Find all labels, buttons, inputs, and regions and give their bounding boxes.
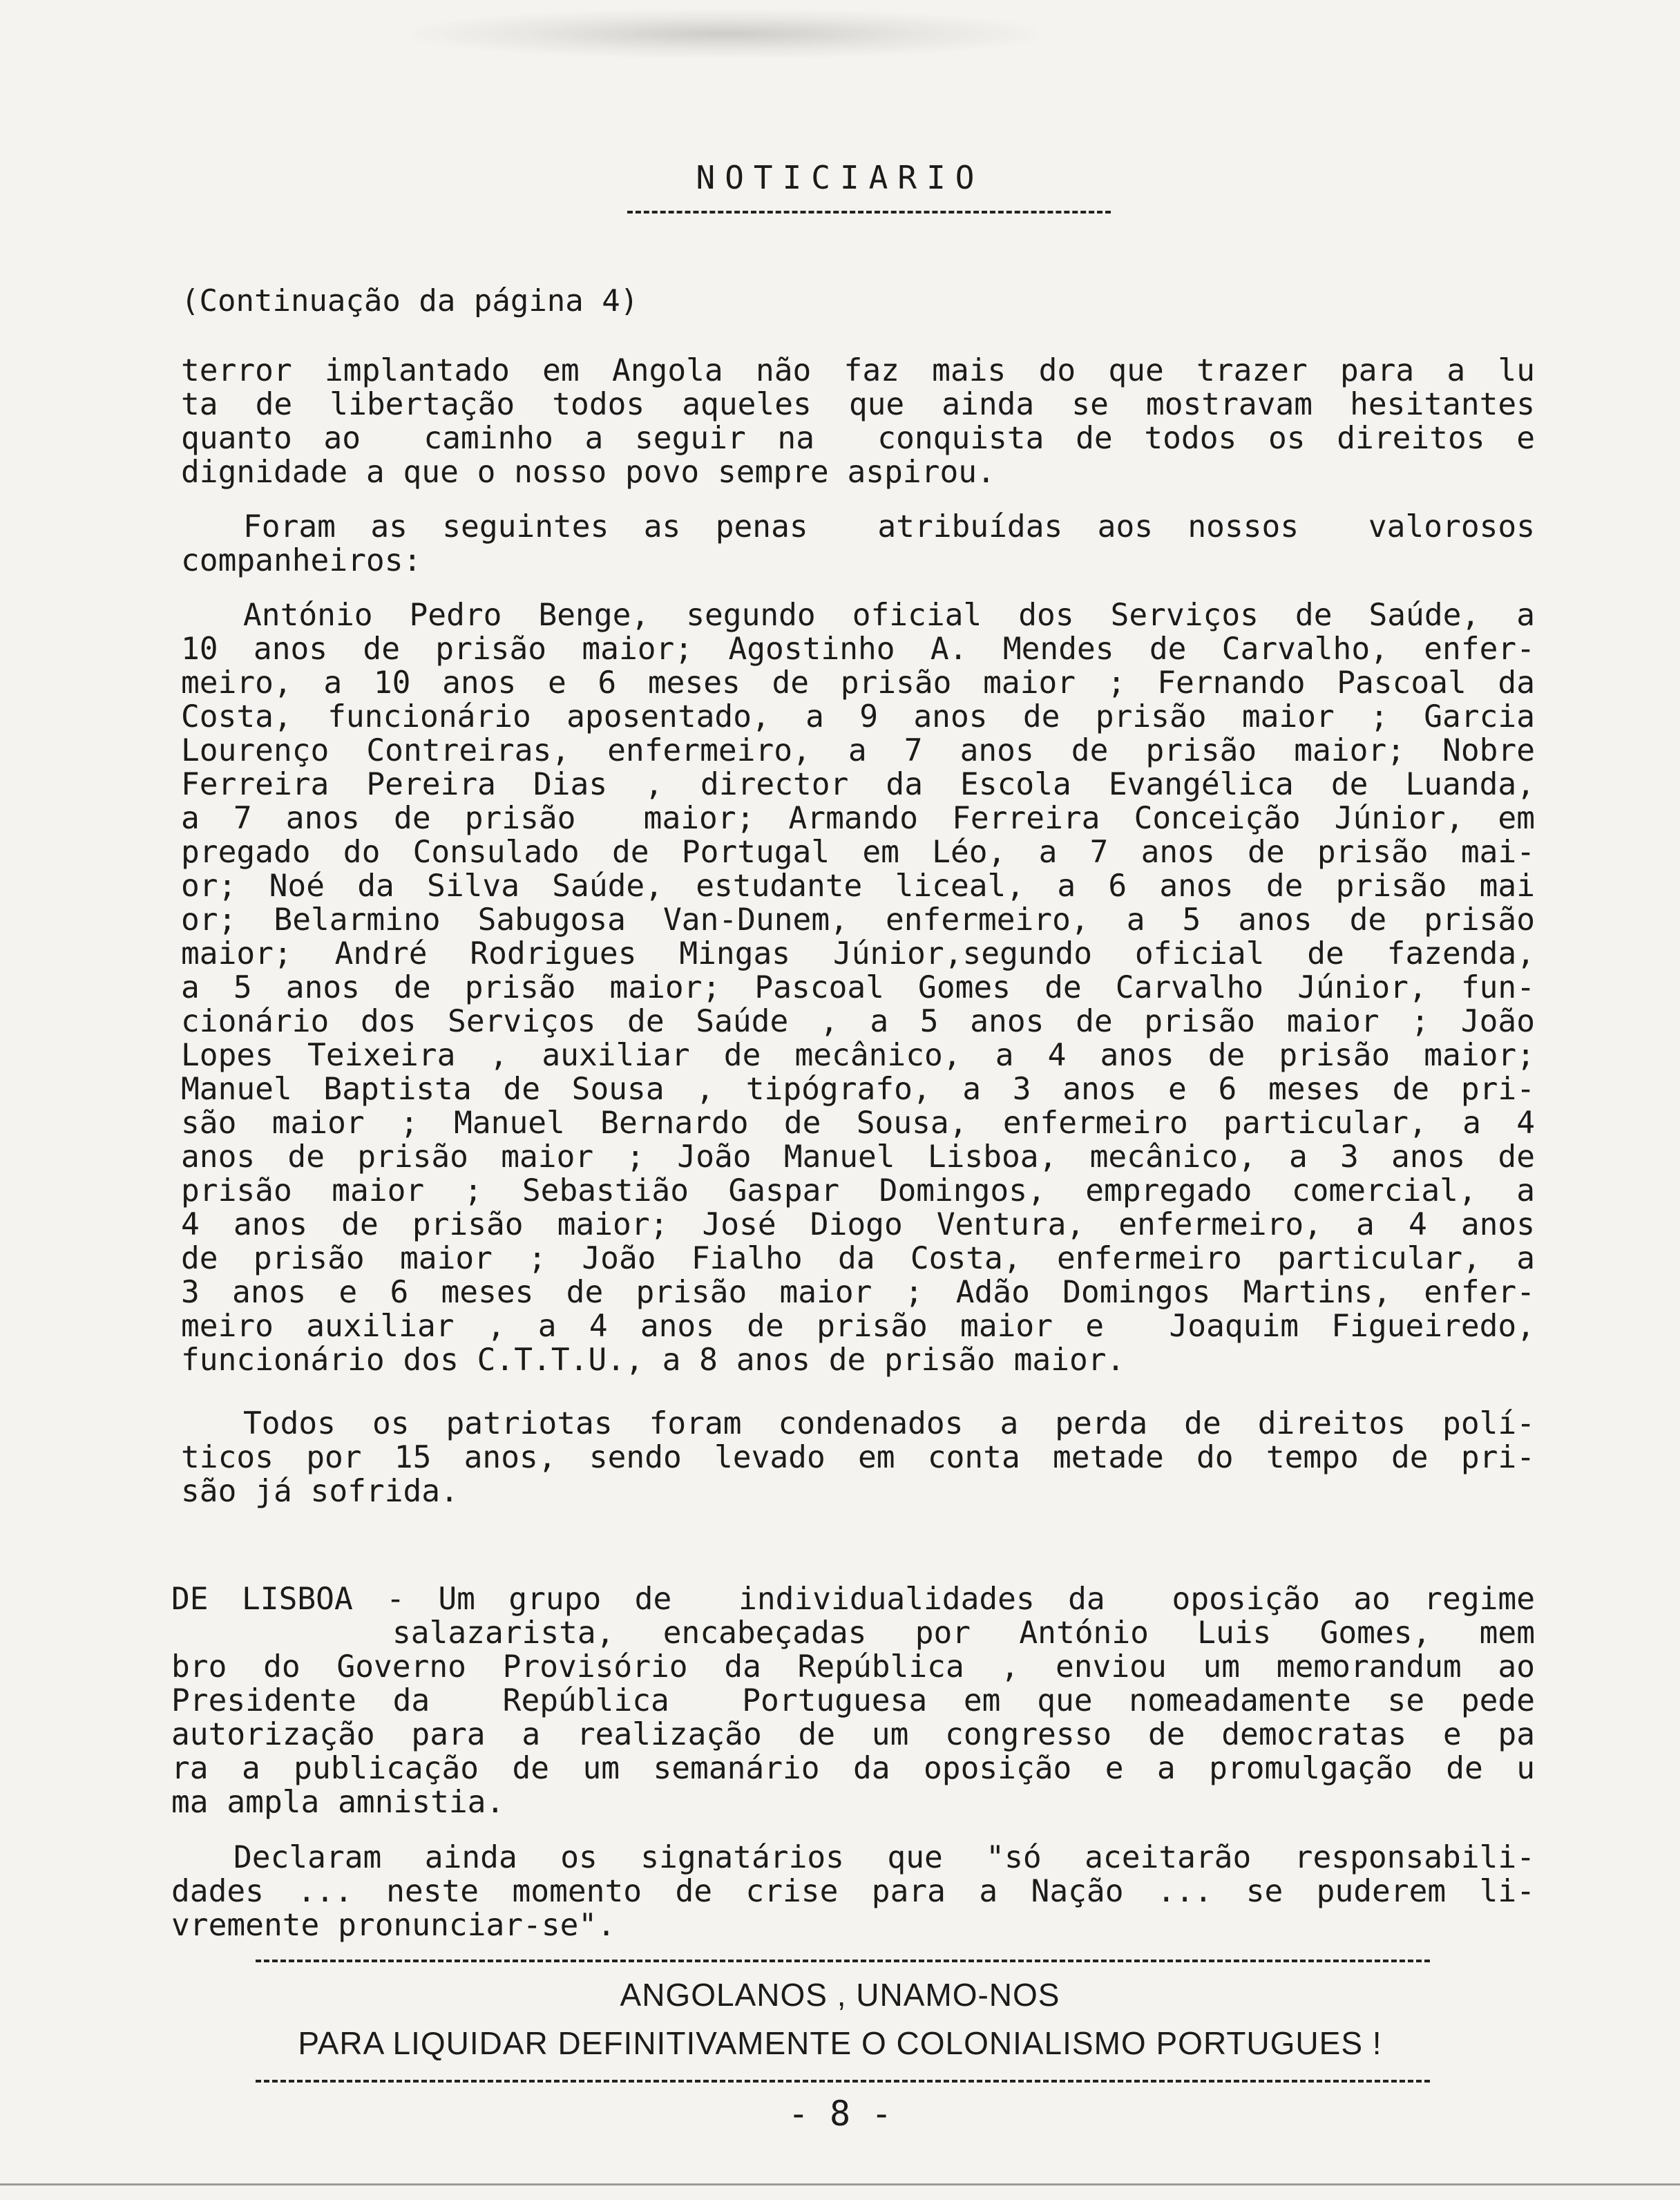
article1-sentences-list: António Pedro Benge, segundo oficial dos Serviços de Saúde, a 10 anos de prisão maior; Agostinho A. Mendes de Carvalho, enfer- meiro, a 10 anos e 6 meses de prisão maior ; Fernando Pascoal da Costa, funcionário aposentado, a 9 anos de prisão maior ; Garcia Lourenço Contreiras, enfermeiro, a 7 anos de prisão maior; Nobre Ferreira Pereira Dias , director da Escola Evangélica de Luanda, a 7 anos de prisão maior; Armando Ferreira Conceição Júnior, em pregado do Consulado de Portugal em Léo, a 7 anos de prisão mai- or; Noé da Silva Saúde, estudante liceal, a 6 anos de prisão mai or; Belarmino Sabugosa Van-Dunem, enfermeiro, a 5 anos de prisão maior; André Rodrigues Mingas Júnior,segundo oficial de fazenda, a 5 anos de prisão maior; Pascoal Gomes de Carvalho Júnior, fun- cionário dos Serviços de Saúde , a 5 anos de prisão maior ; João Lopes Teixeira , auxiliar de mecânico, a 4 anos de prisão maior; Manuel Baptista de Sousa , tipógrafo, a 3 anos e 6 meses de pri- são maior ; Manuel Bernardo de Sousa, enfermeiro particular, a 4 anos de prisão maior ; João Manuel Lisboa, mecânico, a 3 anos de prisão maior ; Sebastião Gaspar Domingos, empregado comercial, a 4 anos de prisão maior; José Diogo Ventura, enfermeiro, a 4 anos de prisão maior ; João Fialho da Costa, enfermeiro particular, a 3 anos e 6 meses de prisão maior ; Adão Domingos Martins, enfer- meiro auxiliar , a 4 anos de prisão maior e Joaquim Figueiredo, funcionário dos C.T.T.U., a 8 anos de prisão maior. <box>181 598 1535 1378</box>
scan-smudge <box>414 10 1036 58</box>
scan-bottom-edge <box>0 2183 1680 2185</box>
footer-slogan-line1: ANGOLANOS , UNAMO-NOS <box>620 1977 1060 2013</box>
article1-paragraph4: Todos os patriotas foram condenados a perda de direitos polí- ticos por 15 anos, sendo levado em conta metade do tempo de pri- são já sofrida. <box>181 1406 1535 1509</box>
title-underline <box>627 211 1111 214</box>
footer-rule-bottom <box>256 2080 1430 2083</box>
article2-paragraph2: Declaram ainda os signatários que "só aceitarão responsabili- dades ... neste momento de crise para a Nação ... se puderem li- vremente pronunciar-se". <box>171 1840 1535 1943</box>
article1-paragraph2: Foram as seguintes as penas atribuídas aos nossos valorosos companheiros: <box>181 509 1535 578</box>
footer-rule-top <box>256 1960 1430 1962</box>
page-number: - 8 - <box>788 2094 892 2134</box>
article1-paragraph1: terror implantado em Angola não faz mais do que trazer para a lu ta de libertação todos aqueles que ainda se mostravam hesitantes quanto ao caminho a seguir na conquista de todos os direitos e dignidade a que o nosso povo sempre aspirou. <box>181 353 1535 490</box>
section-title: NOTICIARIO <box>696 159 984 196</box>
footer-slogan-line2: PARA LIQUIDAR DEFINITIVAMENTE O COLONIALISMO PORTUGUES ! <box>298 2025 1382 2061</box>
article2-paragraph1: DE LISBOA - Um grupo de individualidades da oposição ao regime salazarista, encabeçadas por António Luis Gomes, mem bro do Governo Provisório da República , enviou um memorandum ao Presidente da República Portuguesa em que nomeadamente se pede autorização para a realização de um congresso de democratas e pa ra a publicação de um semanário da oposição e a promulgação de u ma ampla amnistia. <box>171 1582 1535 1820</box>
continuation-note: (Continuação da página 4) <box>181 283 639 319</box>
